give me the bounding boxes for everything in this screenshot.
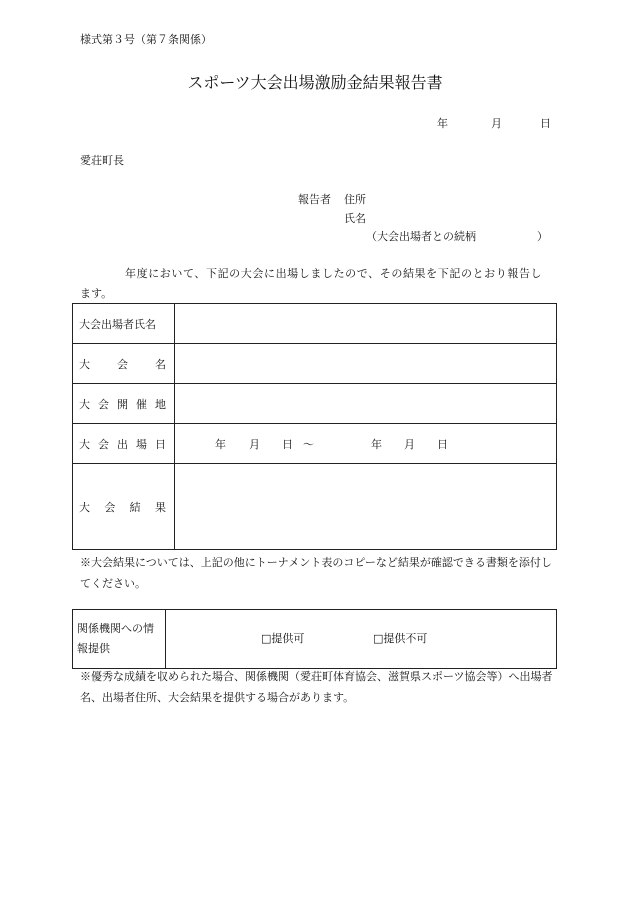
venue-field[interactable] (175, 384, 557, 424)
participation-date-field[interactable] (175, 424, 557, 464)
date-to-month: 月 (404, 438, 415, 451)
participant-name-label: 大会出場者氏名 (73, 304, 175, 344)
date-from-year: 年 (215, 438, 226, 451)
date-range-tilde: ～ (303, 438, 314, 451)
info-provision-label: 関係機関への情報提供 (73, 610, 166, 669)
form-number: 様式第３号（第７条関係） (80, 33, 212, 46)
participation-date-label: 大 会 出 場 日 (73, 424, 175, 464)
date-from-month: 月 (249, 438, 260, 451)
report-table (72, 303, 557, 550)
date-from-day: 日 (282, 438, 293, 451)
reporter-relation-close: ） (537, 230, 548, 243)
date-year-label: 年 (437, 117, 448, 130)
addressee: 愛荘町長 (80, 154, 124, 167)
result-label: 大 会 結 果 (73, 464, 175, 550)
reporter-relation-open: （大会出場者との続柄 (366, 230, 476, 243)
date-to-year: 年 (371, 438, 382, 451)
table-row (73, 304, 557, 344)
page-title: スポーツ大会出場激励金結果報告書 (187, 73, 443, 92)
reporter-address-label: 住所 (344, 193, 366, 206)
date-day-label: 日 (540, 117, 551, 130)
info-provision-table (72, 609, 557, 669)
result-field[interactable] (175, 464, 557, 550)
attachment-note: ※大会結果については、上記の他にトーナメント表のコピーなど結果が確認できる書類を添付してください。 (80, 556, 552, 590)
table-row (73, 610, 557, 669)
reporter-label: 報告者 (298, 193, 331, 206)
consent-yes-checkbox[interactable]: □提供可 (261, 632, 305, 645)
reporter-name-label: 氏名 (344, 212, 366, 225)
table-row (73, 344, 557, 384)
body-text-line2: ます。 (80, 287, 113, 300)
event-name-field[interactable] (175, 344, 557, 384)
info-provision-options (166, 610, 557, 669)
table-row (73, 464, 557, 550)
date-to-day: 日 (437, 438, 448, 451)
participant-name-field[interactable] (175, 304, 557, 344)
event-name-label: 大 会 名 (73, 344, 175, 384)
venue-label: 大 会 開 催 地 (73, 384, 175, 424)
info-provision-note: ※優秀な成績を収められた場合、関係機関（愛荘町体育協会、滋賀県スポーツ協会等）へ出場者名、出場者住所、大会結果を提供する場合があります。 (80, 670, 553, 704)
table-row (73, 384, 557, 424)
consent-no-checkbox[interactable]: □提供不可 (373, 632, 428, 645)
table-row (73, 424, 557, 464)
body-text-line1: 年度において、下記の大会に出場しましたので、その結果を下記のとおり報告し (125, 267, 543, 280)
date-month-label: 月 (491, 117, 502, 130)
